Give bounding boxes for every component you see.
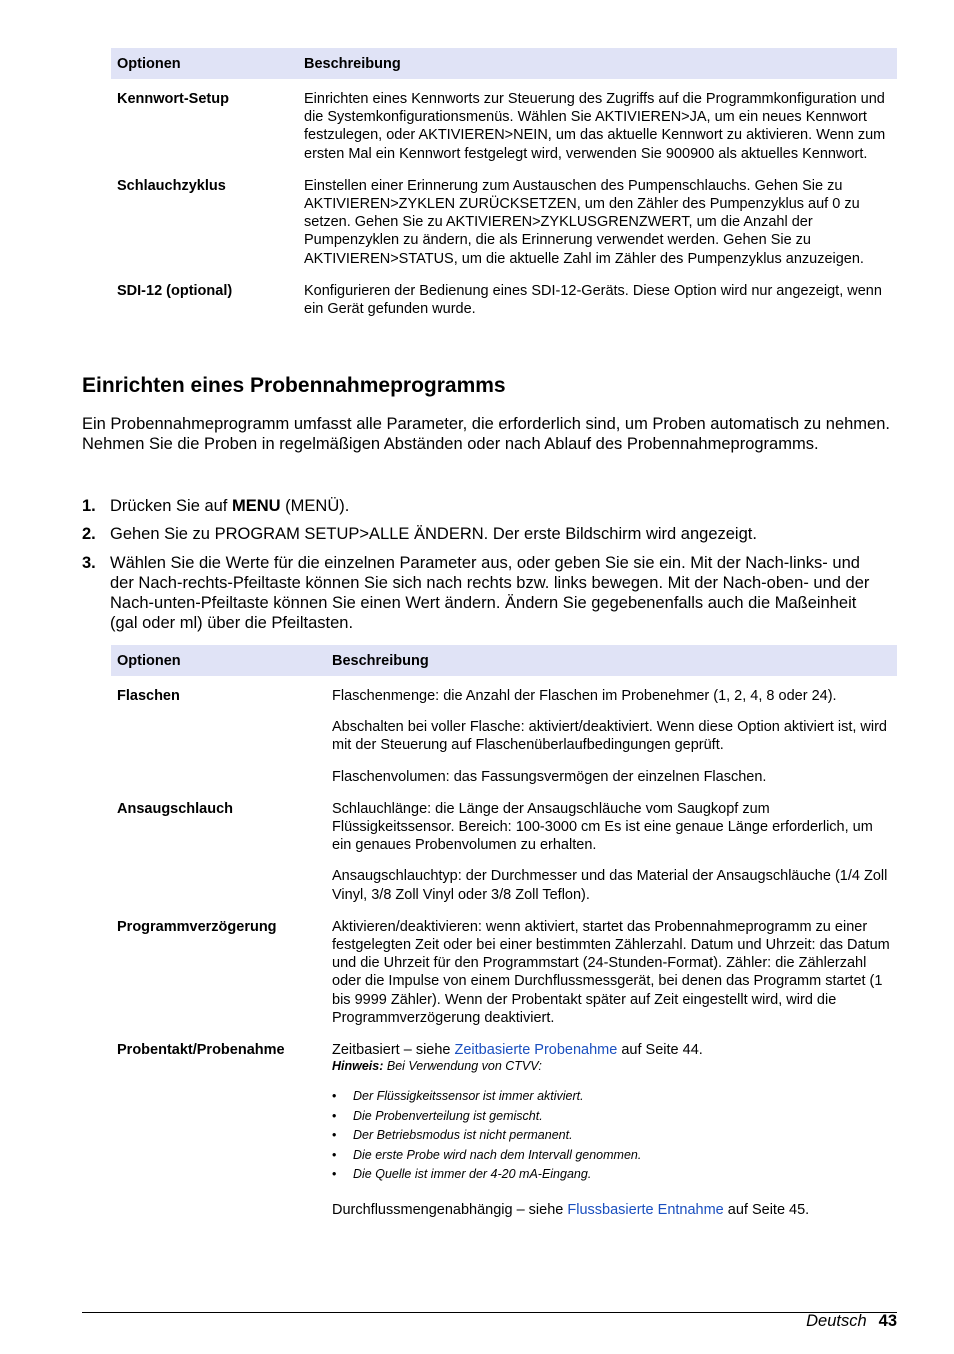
bullet-icon: •: [332, 1147, 337, 1162]
description-paragraph: Abschalten bei voller Flasche: aktiviert/deaktiviert. Wenn diese Option aktiviert ist, wird mit der Steuerung auf Flaschenüberlaufbedingungen geprüft.: [332, 719, 888, 754]
note-label: Hinweis:: [332, 1059, 384, 1074]
bullet-icon: •: [332, 1167, 337, 1182]
flow-text: Durchflussmengenabhängig – siehe: [332, 1201, 568, 1218]
bullet-text: Die Probenverteilung ist gemischt.: [353, 1108, 543, 1123]
option-description: [326, 800, 897, 918]
step-number: 2.: [82, 525, 96, 544]
option-name: Probentakt/Probenahme: [117, 1042, 285, 1059]
table-row: [111, 79, 897, 177]
menu-key-label: MENU: [231, 497, 281, 515]
table-row: [111, 177, 897, 282]
option-name: Schlauchzyklus: [117, 177, 226, 194]
list-item: [332, 1107, 891, 1127]
option-name: Kennwort-Setup: [117, 91, 229, 107]
link-time-based-sampling[interactable]: Zeitbasierte Probenahme: [454, 1042, 618, 1059]
step-item: [82, 496, 882, 516]
option-name: SDI-12 (optional): [117, 282, 233, 299]
table-header-row: [111, 48, 897, 79]
footer-divider: [82, 1312, 897, 1313]
step-text: Wählen Sie die Werte für die einzelnen Parameter aus, oder geben Sie sie ein. Mit der Nach-links- und der Nach-rechts-Pfeiltaste können Sie sich nach rechts bzw. links bewegen. Mit der Nach-oben- und der Nach-unten-Pfeiltaste können Sie einen Wert ändern. Ändern Sie gegebenenfalls auch die Maßeinheit (gal oder ml) über die Pfeiltasten.: [110, 553, 870, 633]
step-text: Gehen Sie zu PROGRAM SETUP>ALLE ÄNDERN. Der erste Bildschirm wird angezeigt.: [110, 525, 757, 544]
step-number: 1.: [82, 497, 96, 515]
description-paragraph: Ansaugschlauchtyp: der Durchmesser und das Material der Ansaugschläuche (1/4 Zoll Vinyl, 3/8 Zoll Vinyl oder 3/8 Zoll Teflon).: [332, 868, 888, 903]
option-description: [326, 676, 897, 800]
column-header-options: Optionen: [111, 48, 298, 79]
step-item: [82, 553, 882, 634]
description-paragraph: Aktivieren/deaktivieren: wenn aktiviert, startet das Probennahmeprogramm zu einer festgelegten Zeit oder bei einer bestimmten Zählerzahl. Datum und Uhrzeit: das Datum und die Uhrzeit für den Programmstart (24-Stunden-Format). Zähler: die Zählerzahl oder die Impulse von einem Durchflussmessgerät, bei denen das Programm startet (1 bis 9999 Zähler). Wenn der Probentakt später auf Zeit eingestellt wird, wird die Programmverzögerung deaktiviert.: [332, 918, 890, 1026]
bullet-text: Die Quelle ist immer der 4-20 mA-Eingang.: [353, 1167, 592, 1182]
option-description: [326, 918, 897, 1041]
options-table-program: [111, 645, 897, 1233]
option-description: Einstellen einer Erinnerung zum Austauschen des Pumpenschlauchs. Gehen Sie zu AKTIVIEREN>ZYKLEN ZURÜCKSETZEN, um den Zähler des Pumpenzyklus auf 0 zu setzen. Gehen Sie zu AKTIVIEREN>ZYKLUSGRENZWERT, um die Anzahl der Pumpenzyklen zu ändern, die als Erinnerung verwendet werden. Gehen Sie zu AKTIVIEREN>STATUS, um die aktuelle Zahl im Zähler des Pumpenzyklus anzuzeigen.: [304, 177, 864, 267]
step-item: [82, 524, 882, 544]
description-paragraph: Flaschenvolumen: das Fassungsvermögen der einzelnen Flaschen.: [332, 768, 767, 785]
option-description: Konfigurieren der Bedienung eines SDI-12-Geräts. Diese Option wird nur angezeigt, wenn ein Gerät gefunden wurde.: [304, 282, 882, 318]
step-number: 3.: [82, 553, 96, 572]
column-header-description: Beschreibung: [298, 48, 897, 79]
step-text: Drücken Sie auf: [110, 497, 232, 515]
note-text: Bei Verwendung von CTVV:: [383, 1059, 542, 1074]
option-name: Flaschen: [117, 688, 180, 704]
option-name: Programmverzögerung: [117, 918, 277, 935]
page-number: 43: [878, 1312, 897, 1330]
table-row: [111, 800, 897, 918]
description-paragraph: Schlauchlänge: die Länge der Ansaugschläuche vom Saugkopf zum Flüssigkeitssensor. Bereich: 100-3000 cm Es ist eine genaue Länge erforderlich, um ein genaues Probenvolumen zu erhalten.: [332, 800, 873, 854]
list-item: [332, 1126, 891, 1146]
bullet-text: Der Flüssigkeitssensor ist immer aktiviert.: [353, 1089, 584, 1104]
description-paragraph: Flaschenmenge: die Anzahl der Flaschen im Probenehmer (1, 2, 4, 8 oder 24).: [332, 688, 837, 704]
steps-list: [82, 496, 882, 642]
description-paragraph: [332, 1201, 891, 1219]
list-item: [332, 1146, 891, 1166]
option-description: [326, 1041, 897, 1233]
table-row: [111, 282, 897, 332]
bullet-text: Der Betriebsmodus ist nicht permanent.: [353, 1128, 573, 1143]
note-bullet-list: [332, 1087, 891, 1185]
column-header-description: Beschreibung: [326, 645, 897, 676]
section-heading: Einrichten eines Probennahmeprogramms: [82, 374, 506, 397]
column-header-options: Optionen: [111, 645, 326, 676]
bullet-text: Die erste Probe wird nach dem Intervall genommen.: [353, 1147, 642, 1162]
table-row: [111, 676, 897, 800]
footer-language: Deutsch: [806, 1312, 867, 1330]
link-flow-based-sampling[interactable]: Flussbasierte Entnahme: [567, 1201, 724, 1218]
options-table-security: [111, 48, 897, 332]
option-name: Ansaugschlauch: [117, 800, 234, 817]
table-row: [111, 1041, 897, 1233]
description-paragraph: [332, 1041, 891, 1059]
option-description: Einrichten eines Kennworts zur Steuerung des Zugriffs auf die Programmkonfiguration und die Systemkonfigurationsmenüs. Wählen Sie AKTIVIEREN>JA, um ein neues Kennwort festzulegen, oder AKTIVIEREN>NEIN, um das aktuelle Kennwort zu aktivieren. Wenn zum ersten Mal ein Kennwort festgelegt wird, verwenden Sie 900900 als aktuelles Kennwort.: [304, 91, 886, 162]
table-header-row: [111, 645, 897, 676]
time-text: Zeitbasiert – siehe: [332, 1042, 455, 1059]
note: [332, 1059, 891, 1074]
list-item: [332, 1087, 891, 1107]
list-item: [332, 1165, 891, 1185]
bullet-icon: •: [332, 1108, 337, 1123]
step-text: (MENÜ).: [280, 497, 350, 515]
flow-suffix: auf Seite 45.: [723, 1201, 810, 1218]
table-row: [111, 918, 897, 1041]
section-intro: Ein Probennahmeprogramm umfasst alle Parameter, die erforderlich sind, um Proben automatisch zu nehmen. Nehmen Sie die Proben in regelmäßigen Abständen oder nach Ablauf des Probennahmeprogramms.: [82, 415, 890, 454]
bullet-icon: •: [332, 1089, 337, 1104]
time-suffix: auf Seite 44.: [617, 1042, 703, 1059]
page-footer: [806, 1312, 897, 1331]
bullet-icon: •: [332, 1128, 337, 1143]
